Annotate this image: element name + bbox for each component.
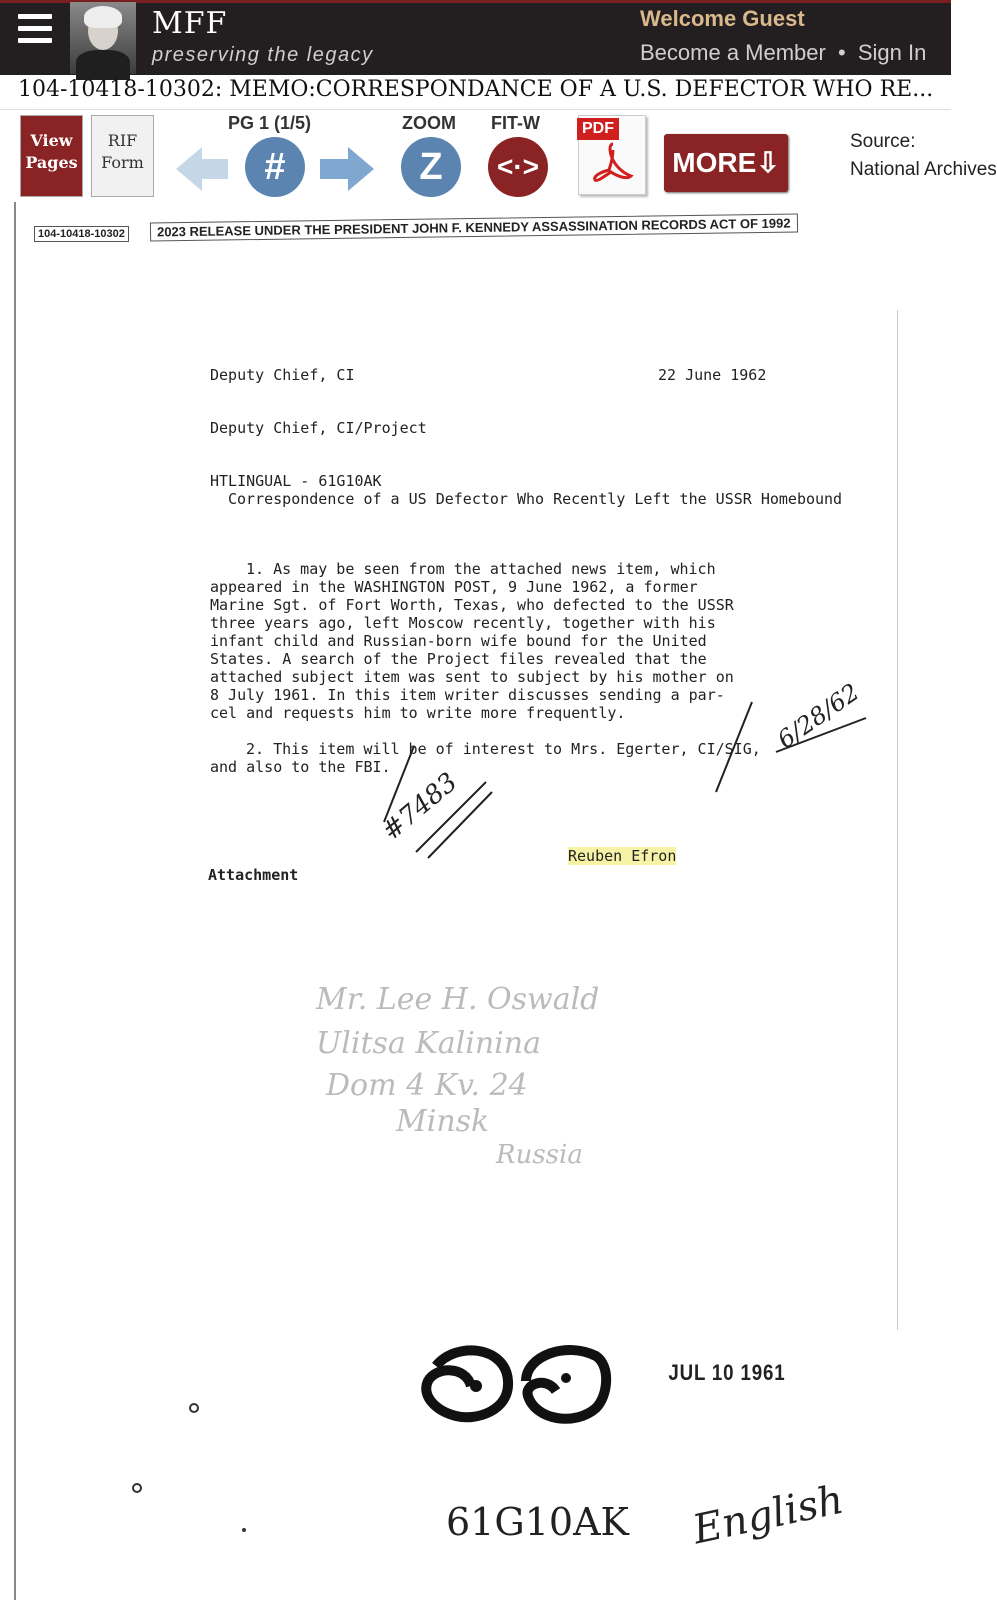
source-label: Source: <box>850 131 916 152</box>
para1-line: attached subject item was sent to subject by his mother on <box>210 668 734 686</box>
view-pages-tab[interactable] <box>20 115 83 197</box>
page-title: 104-10418-10302: MEMO:CORRESPONDANCE OF A U.S. DEFECTOR WHO RE... <box>18 77 934 102</box>
account-links <box>640 40 926 66</box>
page-select-button[interactable]: # <box>245 137 305 197</box>
para1-line: 1. As may be seen from the attached news item, which <box>246 560 716 578</box>
pdf-label: PDF <box>577 118 619 140</box>
handwritten-language: English <box>688 1476 848 1554</box>
para1-line: 8 July 1961. In this item writer discusses sending a par- <box>210 686 725 704</box>
rif-form-tab[interactable] <box>91 115 154 197</box>
next-page-arrow-shaft[interactable] <box>320 159 348 179</box>
para1-line: three years ago, left Moscow recently, together with his <box>210 614 716 632</box>
viewer-toolbar <box>0 109 997 204</box>
para1-line: appeared in the WASHINGTON POST, 9 June 1962, a former <box>210 578 698 596</box>
faint-address-line: Ulitsa Kalinina <box>316 1026 541 1061</box>
memo-from: Deputy Chief, CI/Project <box>210 419 427 437</box>
top-accent-line <box>0 0 951 3</box>
stamp-logo-icon <box>416 1336 616 1428</box>
zoom-label: ZOOM <box>402 113 456 133</box>
faint-address-line: Minsk <box>396 1104 490 1139</box>
view-pages-label-1: View <box>30 131 73 150</box>
page-indicator: PG 1 (1/5) <box>228 113 312 133</box>
memo-subject-1: HTLINGUAL - 61G10AK <box>210 472 382 490</box>
prev-page-arrow-shaft[interactable] <box>202 159 228 179</box>
handwritten-number: #7483 <box>376 767 464 847</box>
memo-subject-2: Correspondence of a US Defector Who Recently Left the USSR Homebound <box>228 490 843 508</box>
fit-width-label: FIT-W <box>491 113 540 133</box>
logo-portrait[interactable] <box>70 2 136 74</box>
rif-form-label-1: RIF <box>107 131 138 150</box>
memo-date: 22 June 1962 <box>658 366 767 384</box>
brand-name[interactable]: MFF <box>152 6 228 41</box>
become-member-link[interactable]: Become a Member <box>640 40 826 65</box>
fit-width-button[interactable]: <·> <box>488 137 548 197</box>
next-page-arrow-icon[interactable] <box>348 147 374 191</box>
document-specks <box>116 1392 276 1602</box>
document-page <box>16 202 951 1600</box>
para2-line: and also to the FBI. <box>210 758 391 776</box>
document-number-stamp: 104-10418-10302 <box>34 226 129 242</box>
pdf-download-button[interactable] <box>578 115 646 195</box>
welcome-text: Welcome Guest <box>640 6 805 31</box>
para1-line: States. A search of the Project files revealed that the <box>210 650 707 668</box>
zoom-button[interactable]: Z <box>401 137 461 197</box>
brand-tagline: preserving the legacy <box>152 44 374 66</box>
page-right-edge <box>897 310 898 1330</box>
memo-to: Deputy Chief, CI <box>210 366 355 384</box>
top-nav-bar <box>0 0 951 75</box>
received-stamp-date: JUL 10 1961 <box>668 1360 786 1385</box>
source-value[interactable]: National Archives <box>850 159 997 180</box>
para1-line: cel and requests him to write more frequently. <box>210 704 626 722</box>
prev-page-arrow-icon[interactable] <box>176 147 202 191</box>
acrobat-icon <box>593 142 633 186</box>
faint-address-line: Mr. Lee H. Oswald <box>316 982 600 1017</box>
faint-address-line: Dom 4 Kv. 24 <box>326 1068 528 1103</box>
handwritten-code: 61G10AK <box>446 1500 629 1544</box>
para2-line: 2. This item will be of interest to Mrs. Egerter, CI/SIG, <box>246 740 761 758</box>
para1-line: infant child and Russian-born wife bound for the United <box>210 632 707 650</box>
more-button[interactable]: MORE⇩ <box>664 134 788 192</box>
release-banner: 2023 RELEASE UNDER THE PRESIDENT JOHN F. KENNEDY ASSASSINATION RECORDS ACT OF 1992 <box>150 213 798 241</box>
separator-dot: • <box>837 40 846 65</box>
handwritten-date: 6/28/62 <box>772 677 865 755</box>
faint-address-line: Russia <box>496 1140 583 1170</box>
rif-form-label-2: Form <box>101 153 144 172</box>
source-info <box>850 128 997 184</box>
attachment-label: Attachment <box>208 866 299 884</box>
sign-in-link[interactable]: Sign In <box>857 40 927 65</box>
view-pages-label-2: Pages <box>25 153 78 172</box>
signature-text: Reuben Efron <box>568 847 677 865</box>
menu-icon[interactable] <box>18 14 52 48</box>
para1-line: Marine Sgt. of Fort Worth, Texas, who defected to the USSR <box>210 596 734 614</box>
